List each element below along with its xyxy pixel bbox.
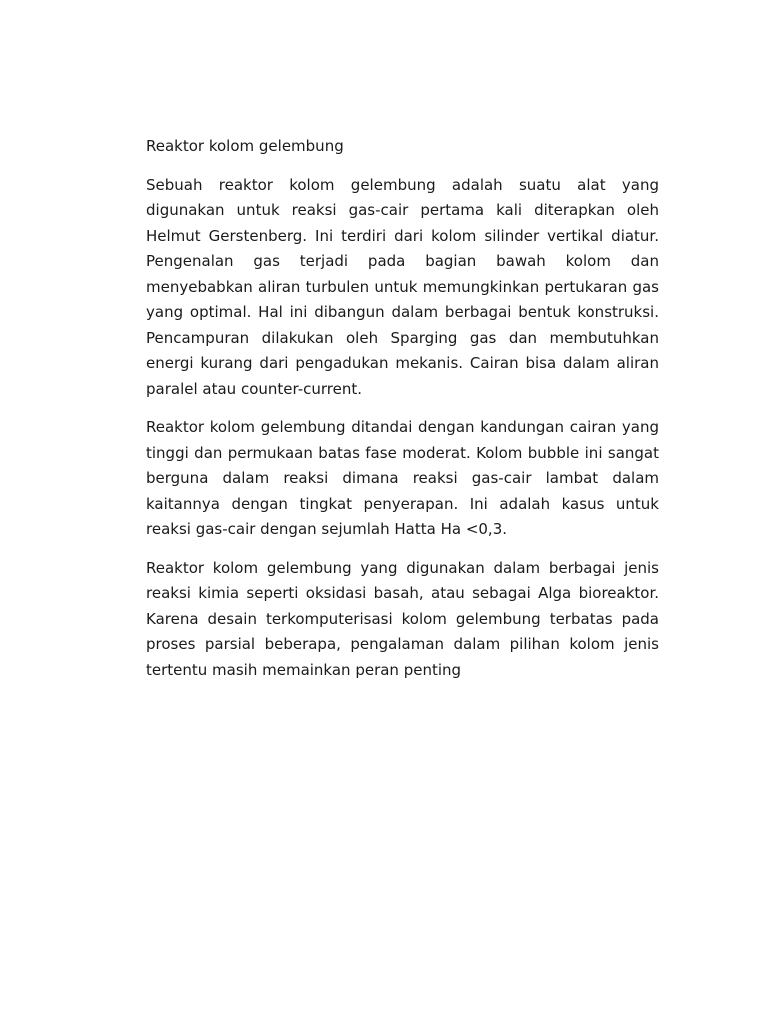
paragraph-1: Sebuah reaktor kolom gelembung adalah suatu alat yang digunakan untuk reaksi gas-cair pertama kali diterapkan oleh Helmut Gerstenberg. Ini terdiri dari kolom silinder vertikal diatur. Pengenalan gas terjadi pada bagian bawah kolom dan menyebabkan aliran turbulen untuk memungkinkan pertukaran gas yang optimal. Hal ini dibangun dalam berbagai bentuk konstruksi. Pencampuran dilakukan oleh Sparging gas dan membutuhkan energi kurang dari pengadukan mekanis. Cairan bisa dalam aliran paralel atau counter-current. [146, 175, 659, 398]
document-title: Reaktor kolom gelembung [146, 137, 344, 155]
paragraph-3: Reaktor kolom gelembung yang digunakan dalam berbagai jenis reaksi kimia seperti oksidasi basah, atau sebagai Alga bioreaktor. Karena desain terkomputerisasi kolom gelembung terbatas pada proses parsial beberapa, pengalaman dalam pilihan kolom jenis tertentu masih memainkan peran penting [146, 558, 659, 679]
document-body [146, 134, 659, 696]
paragraph-2: Reaktor kolom gelembung ditandai dengan kandungan cairan yang tinggi dan permukaan batas fase moderat. Kolom bubble ini sangat berguna dalam reaksi dimana reaksi gas-cair lambat dalam kaitannya dengan tingkat penyerapan. Ini adalah kasus untuk reaksi gas-cair dengan sejumlah Hatta Ha <0,3. [146, 418, 659, 538]
